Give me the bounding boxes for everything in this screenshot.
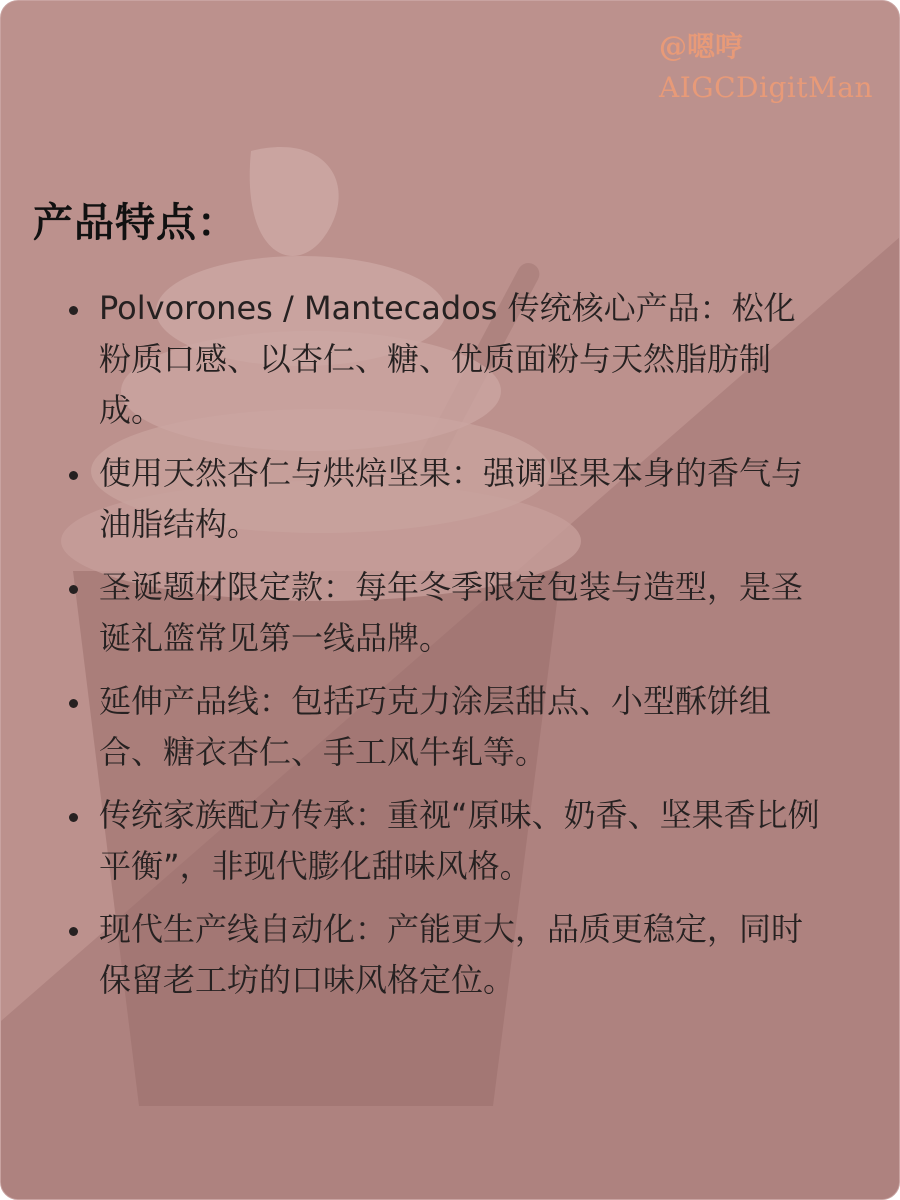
bullet-icon [69,813,78,822]
feature-list [63,283,823,1018]
feature-text: 使用天然杏仁与烘焙坚果：强调坚果本身的香气与油脂结构。 [99,454,804,543]
watermark [659,29,873,111]
bullet-icon [69,471,78,480]
feature-text: 圣诞题材限定款：每年冬季限定包装与造型，是圣诞礼篮常见第一线品牌。 [99,568,804,657]
feature-item [63,283,823,436]
feature-item [63,676,823,778]
bullet-icon [69,306,78,315]
bullet-icon [69,927,78,936]
bullet-icon [69,699,78,708]
feature-item [63,448,823,550]
feature-text: 现代生产线自动化：产能更大，品质更稳定，同时保留老工坊的口味风格定位。 [99,910,804,999]
bullet-icon [69,585,78,594]
feature-text: 延伸产品线：包括巧克力涂层甜点、小型酥饼组合、糖衣杏仁、手工风牛轧等。 [99,682,772,771]
watermark-name: AIGCDigitMan [658,71,873,104]
watermark-handle: @嗯哼 [658,30,743,63]
feature-item [63,790,823,892]
feature-text: Polvorones / Mantecados 传统核心产品：松化粉质口感、以杏仁、糖、优质面粉与天然脂肪制成。 [99,289,796,429]
feature-item [63,904,823,1006]
feature-item [63,562,823,664]
feature-text: 传统家族配方传承：重视“原味、奶香、坚果香比例平衡”，非现代膨化甜味风格。 [99,796,820,885]
section-title: 产品特点： [33,200,238,246]
